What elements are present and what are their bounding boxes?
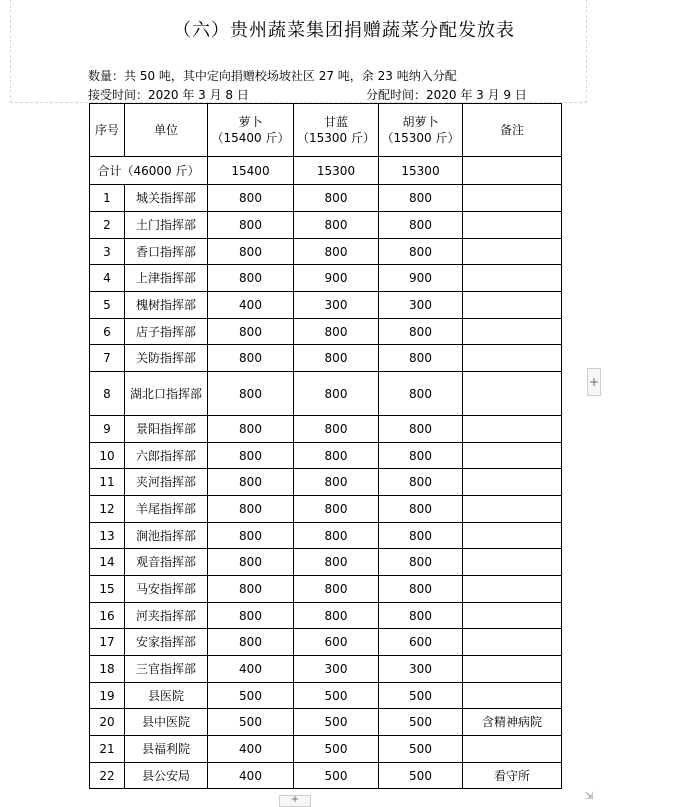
table-cell[interactable]: 7 <box>90 345 125 372</box>
received-date: 接受时间：2020 年 3 月 8 日 <box>88 88 249 102</box>
total-cell[interactable]: 15300 <box>379 157 463 185</box>
table-cell[interactable]: 800 <box>208 443 294 469</box>
table-row <box>90 185 562 212</box>
table-cell[interactable]: 夹河指挥部 <box>125 469 208 496</box>
table-cell[interactable]: 800 <box>208 629 294 656</box>
header-cell[interactable]: 备注 <box>463 104 562 157</box>
table-cell[interactable]: 800 <box>379 523 463 549</box>
table-cell[interactable]: 800 <box>208 576 294 603</box>
table-cell[interactable]: 800 <box>379 185 463 212</box>
table-cell[interactable]: 河夹指挥部 <box>125 603 208 629</box>
table-cell[interactable]: 900 <box>379 265 463 292</box>
table-cell[interactable]: 800 <box>379 469 463 496</box>
table-cell[interactable]: 11 <box>90 469 125 496</box>
table-cell[interactable]: 800 <box>294 496 379 523</box>
table-row <box>90 496 562 523</box>
table-cell[interactable]: 500 <box>208 683 294 709</box>
table-cell[interactable]: 800 <box>208 319 294 345</box>
table-cell[interactable] <box>463 469 562 496</box>
distributed-date: 分配时间：2020 年 3 月 9 日 <box>366 88 527 102</box>
table-row <box>90 576 562 603</box>
table-cell[interactable]: 19 <box>90 683 125 709</box>
header-cell[interactable]: 胡萝卜 （15300 斤） <box>379 104 463 157</box>
table-cell[interactable]: 槐树指挥部 <box>125 292 208 319</box>
table-cell[interactable]: 500 <box>294 683 379 709</box>
table-cell[interactable]: 800 <box>294 319 379 345</box>
total-label-cell[interactable]: 合计（46000 斤） <box>90 157 208 185</box>
table-row <box>90 469 562 496</box>
table-cell[interactable]: 13 <box>90 523 125 549</box>
distribution-table <box>89 103 562 789</box>
table-cell[interactable] <box>463 496 562 523</box>
table-cell[interactable]: 香口指挥部 <box>125 239 208 265</box>
table-cell[interactable]: 800 <box>294 443 379 469</box>
table-resize-handle[interactable]: ⇲ <box>585 791 594 802</box>
table-row <box>90 443 562 469</box>
table-cell[interactable]: 800 <box>379 496 463 523</box>
table-cell[interactable]: 18 <box>90 656 125 683</box>
table-cell[interactable]: 500 <box>208 709 294 736</box>
table-cell[interactable]: 15 <box>90 576 125 603</box>
table-header-row <box>90 104 562 157</box>
table-cell[interactable]: 800 <box>208 239 294 265</box>
table-cell[interactable]: 800 <box>294 523 379 549</box>
table-cell[interactable]: 店子指挥部 <box>125 319 208 345</box>
table-cell[interactable]: 安家指挥部 <box>125 629 208 656</box>
table-row <box>90 372 562 416</box>
table-cell[interactable]: 800 <box>294 469 379 496</box>
add-column-button[interactable]: + <box>587 368 601 396</box>
table-cell[interactable]: 800 <box>208 345 294 372</box>
total-row <box>90 157 562 185</box>
table-cell[interactable]: 300 <box>379 292 463 319</box>
table-cell[interactable]: 8 <box>90 372 125 416</box>
table-cell[interactable] <box>463 576 562 603</box>
table-cell[interactable]: 400 <box>208 292 294 319</box>
table-cell[interactable]: 6 <box>90 319 125 345</box>
table-cell[interactable]: 800 <box>379 212 463 239</box>
document-title: （六）贵州蔬菜集团捐赠蔬菜分配发放表 <box>173 20 515 41</box>
table-cell[interactable] <box>463 443 562 469</box>
table-cell[interactable]: 800 <box>379 372 463 416</box>
table-cell[interactable]: 800 <box>379 416 463 443</box>
table-cell[interactable] <box>463 656 562 683</box>
table-cell[interactable]: 马安指挥部 <box>125 576 208 603</box>
table-cell[interactable]: 县公安局 <box>125 763 208 789</box>
table-cell[interactable]: 12 <box>90 496 125 523</box>
table-cell[interactable]: 湖北口指挥部 <box>125 372 208 416</box>
table-cell[interactable]: 14 <box>90 549 125 576</box>
table-cell[interactable]: 涧池指挥部 <box>125 523 208 549</box>
table-cell[interactable]: 300 <box>294 656 379 683</box>
table-row <box>90 523 562 549</box>
table-row <box>90 549 562 576</box>
table-cell[interactable]: 3 <box>90 239 125 265</box>
table-cell[interactable]: 800 <box>379 319 463 345</box>
table-cell[interactable]: 900 <box>294 265 379 292</box>
table-cell[interactable]: 800 <box>294 185 379 212</box>
table-cell[interactable]: 800 <box>379 549 463 576</box>
table-cell[interactable]: 9 <box>90 416 125 443</box>
table-cell[interactable] <box>463 372 562 416</box>
table-cell[interactable]: 800 <box>208 469 294 496</box>
table-cell[interactable]: 500 <box>379 763 463 789</box>
table-cell[interactable]: 800 <box>379 239 463 265</box>
table-row <box>90 603 562 629</box>
table-cell[interactable]: 20 <box>90 709 125 736</box>
table-cell[interactable]: 关防指挥部 <box>125 345 208 372</box>
table-cell[interactable]: 上津指挥部 <box>125 265 208 292</box>
header-cell[interactable]: 甘蓝 （15300 斤） <box>294 104 379 157</box>
table-cell[interactable]: 800 <box>208 372 294 416</box>
add-row-button[interactable]: + <box>279 795 311 807</box>
table-cell[interactable] <box>463 736 562 763</box>
table-cell[interactable]: 县中医院 <box>125 709 208 736</box>
table-cell[interactable]: 三官指挥部 <box>125 656 208 683</box>
date-line <box>88 86 578 103</box>
table-cell[interactable] <box>463 265 562 292</box>
table-cell[interactable]: 4 <box>90 265 125 292</box>
header-cell[interactable]: 单位 <box>125 104 208 157</box>
table-row <box>90 265 562 292</box>
table-cell[interactable]: 600 <box>294 629 379 656</box>
table-row <box>90 683 562 709</box>
table-cell[interactable]: 300 <box>379 656 463 683</box>
table-cell[interactable]: 2 <box>90 212 125 239</box>
table-cell[interactable]: 500 <box>379 736 463 763</box>
table-cell[interactable] <box>463 683 562 709</box>
table-cell[interactable]: 16 <box>90 603 125 629</box>
table-cell[interactable]: 500 <box>294 736 379 763</box>
table-cell[interactable]: 800 <box>208 549 294 576</box>
table-cell[interactable]: 看守所 <box>463 763 562 789</box>
table-cell[interactable]: 800 <box>294 239 379 265</box>
table-cell[interactable]: 800 <box>379 603 463 629</box>
table-row <box>90 239 562 265</box>
table-cell[interactable]: 5 <box>90 292 125 319</box>
table-row <box>90 629 562 656</box>
table-cell[interactable] <box>463 416 562 443</box>
table-cell[interactable]: 800 <box>379 443 463 469</box>
table-cell[interactable]: 800 <box>208 496 294 523</box>
table-cell[interactable]: 600 <box>379 629 463 656</box>
table-cell[interactable]: 800 <box>208 212 294 239</box>
table-cell[interactable]: 300 <box>294 292 379 319</box>
table-cell[interactable]: 500 <box>294 763 379 789</box>
table-cell[interactable]: 观音指挥部 <box>125 549 208 576</box>
table-cell[interactable]: 22 <box>90 763 125 789</box>
table-cell[interactable]: 800 <box>294 576 379 603</box>
table-cell[interactable]: 羊尾指挥部 <box>125 496 208 523</box>
table-row <box>90 656 562 683</box>
table-row <box>90 319 562 345</box>
table-cell[interactable] <box>463 603 562 629</box>
table-cell[interactable]: 800 <box>208 523 294 549</box>
table-cell[interactable]: 1 <box>90 185 125 212</box>
table-cell[interactable]: 城关指挥部 <box>125 185 208 212</box>
table-cell[interactable]: 800 <box>294 603 379 629</box>
table-cell[interactable]: 800 <box>208 603 294 629</box>
table-cell[interactable]: 800 <box>208 416 294 443</box>
table-cell[interactable]: 土门指挥部 <box>125 212 208 239</box>
table-cell[interactable] <box>463 345 562 372</box>
table-cell[interactable]: 21 <box>90 736 125 763</box>
table-cell[interactable] <box>463 212 562 239</box>
table-cell[interactable] <box>463 629 562 656</box>
table-cell[interactable]: 含精神病院 <box>463 709 562 736</box>
table-cell[interactable]: 400 <box>208 763 294 789</box>
table-cell[interactable]: 800 <box>294 549 379 576</box>
table-cell[interactable]: 800 <box>294 416 379 443</box>
quantity-line: 数量：共 50 吨，其中定向捐赠校场坡社区 27 吨，余 23 吨纳入分配 <box>88 69 457 83</box>
table-cell[interactable]: 800 <box>379 576 463 603</box>
header-cell[interactable]: 序号 <box>90 104 125 157</box>
table-cell[interactable] <box>463 185 562 212</box>
table-cell[interactable]: 景阳指挥部 <box>125 416 208 443</box>
table-cell[interactable]: 500 <box>379 683 463 709</box>
table-cell[interactable] <box>463 523 562 549</box>
table-cell[interactable] <box>463 319 562 345</box>
table-cell[interactable]: 400 <box>208 656 294 683</box>
table-row <box>90 416 562 443</box>
table-cell[interactable]: 400 <box>208 736 294 763</box>
header-cell[interactable]: 萝卜 （15400 斤） <box>208 104 294 157</box>
table-cell[interactable]: 800 <box>294 212 379 239</box>
total-cell[interactable]: 15300 <box>294 157 379 185</box>
table-row <box>90 736 562 763</box>
table-cell[interactable]: 800 <box>294 372 379 416</box>
table-cell[interactable] <box>463 549 562 576</box>
table-cell[interactable]: 六郎指挥部 <box>125 443 208 469</box>
table-cell[interactable]: 县福利院 <box>125 736 208 763</box>
table-row <box>90 292 562 319</box>
table-cell[interactable] <box>463 292 562 319</box>
table-row <box>90 709 562 736</box>
table-row <box>90 212 562 239</box>
table-cell[interactable]: 500 <box>379 709 463 736</box>
table-row <box>90 763 562 789</box>
table-cell[interactable] <box>463 239 562 265</box>
table-cell[interactable]: 500 <box>294 709 379 736</box>
total-cell[interactable]: 15400 <box>208 157 294 185</box>
table-cell[interactable]: 800 <box>379 345 463 372</box>
table-cell[interactable]: 17 <box>90 629 125 656</box>
table-row <box>90 345 562 372</box>
table-cell[interactable]: 800 <box>208 185 294 212</box>
total-cell[interactable] <box>463 157 562 185</box>
table-cell[interactable]: 800 <box>208 265 294 292</box>
table-cell[interactable]: 县医院 <box>125 683 208 709</box>
table-cell[interactable]: 10 <box>90 443 125 469</box>
table-cell[interactable]: 800 <box>294 345 379 372</box>
